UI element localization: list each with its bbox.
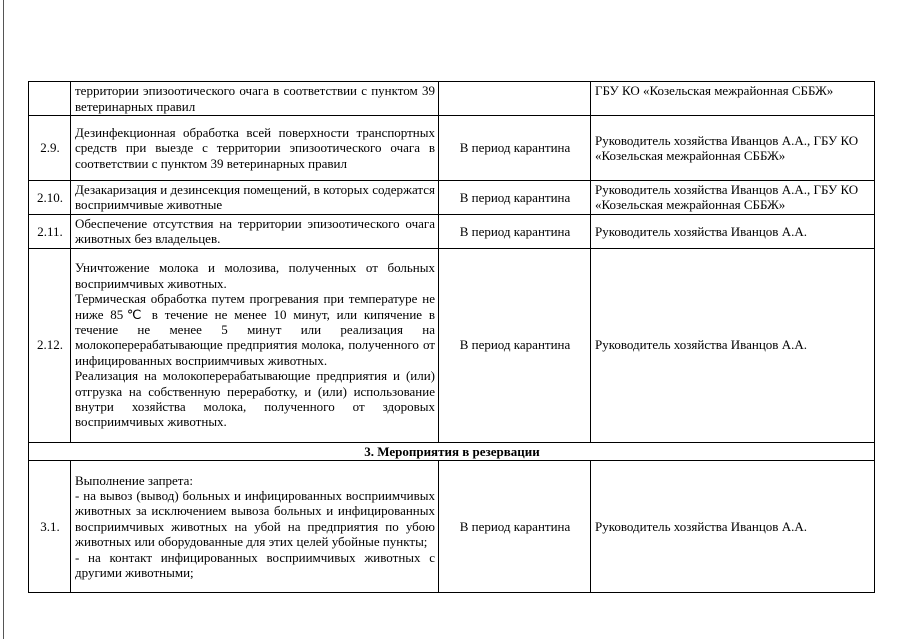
- description-paragraph: Термическая обработка путем прогревания при температуре не ниже 85℃ в течение не менее 10 минут, или кипячение в течение не менее 5 минут или реализация на молокоперерабатывающие предприятия молока, полученного от инфицированных восприимчивых животных.: [75, 291, 435, 368]
- description-paragraph: Уничтожение молока и молозива, полученных от больных восприимчивых животных.: [75, 260, 435, 291]
- description-paragraph: Дезинфекционная обработка всей поверхности транспортных средств при выезде с территории эпизоотического очага в соответствии с пунктом 39 ветеринарных правил: [75, 124, 435, 171]
- measure-description: [71, 248, 439, 442]
- row-number: 2.9.: [29, 116, 71, 181]
- period-cell: В период карантина: [439, 214, 591, 248]
- description-paragraph: Реализация на молокоперерабатывающие предприятия и (или) отгрузка на собственную переработку, и (или) использование внутри хозяйства молока, полученного от здоровых восприимчивых животных.: [75, 368, 435, 430]
- table-row: [29, 82, 875, 116]
- period-cell: В период карантина: [439, 116, 591, 181]
- responsible-cell: Руководитель хозяйства Иванцов А.А., ГБУ КО «Козельская межрайонная СББЖ»: [591, 181, 875, 215]
- table-row: [29, 248, 875, 442]
- description-paragraph: - на вывоз (вывод) больных и инфицированных восприимчивых животных за исключением вывоза больных и инфицированных восприимчивых животных на убой на предприятия по убою животных или оборудованные для этих целей убойные пункты;: [75, 488, 435, 550]
- responsible-cell: Руководитель хозяйства Иванцов А.А., ГБУ КО «Козельская межрайонная СББЖ»: [591, 116, 875, 181]
- section-heading: 3. Мероприятия в резервации: [29, 442, 875, 460]
- row-number: [29, 82, 71, 116]
- responsible-cell: Руководитель хозяйства Иванцов А.А.: [591, 214, 875, 248]
- responsible-cell: ГБУ КО «Козельская межрайонная СББЖ»: [591, 82, 875, 116]
- period-cell: В период карантина: [439, 461, 591, 593]
- row-number: 2.11.: [29, 214, 71, 248]
- period-cell: В период карантина: [439, 248, 591, 442]
- row-number: 2.10.: [29, 181, 71, 215]
- period-cell: В период карантина: [439, 181, 591, 215]
- row-number: 3.1.: [29, 461, 71, 593]
- responsible-cell: Руководитель хозяйства Иванцов А.А.: [591, 248, 875, 442]
- measure-description: [71, 214, 439, 248]
- measure-description: [71, 116, 439, 181]
- measure-description: [71, 461, 439, 593]
- table-row: [29, 214, 875, 248]
- description-paragraph: территории эпизоотического очага в соответствии с пунктом 39 ветеринарных правил: [75, 83, 435, 114]
- responsible-cell: Руководитель хозяйства Иванцов А.А.: [591, 461, 875, 593]
- section-row: [29, 442, 875, 460]
- measure-description: [71, 181, 439, 215]
- row-number: 2.12.: [29, 248, 71, 442]
- scan-edge-line: [3, 0, 4, 639]
- table-row: [29, 461, 875, 593]
- table-row: [29, 116, 875, 181]
- table-row: [29, 181, 875, 215]
- description-paragraph: Выполнение запрета:: [75, 472, 194, 488]
- description-paragraph: Обеспечение отсутствия на территории эпизоотического очага животных без владельцев.: [75, 215, 435, 247]
- measure-description: [71, 82, 439, 116]
- period-cell: [439, 82, 591, 116]
- measures-table: [28, 81, 875, 593]
- description-paragraph: Дезакаризация и дезинсекция помещений, в которых содержатся восприимчивые животные: [75, 182, 435, 213]
- description-paragraph: - на контакт инфицированных восприимчивых животных с другими животными;: [75, 549, 435, 581]
